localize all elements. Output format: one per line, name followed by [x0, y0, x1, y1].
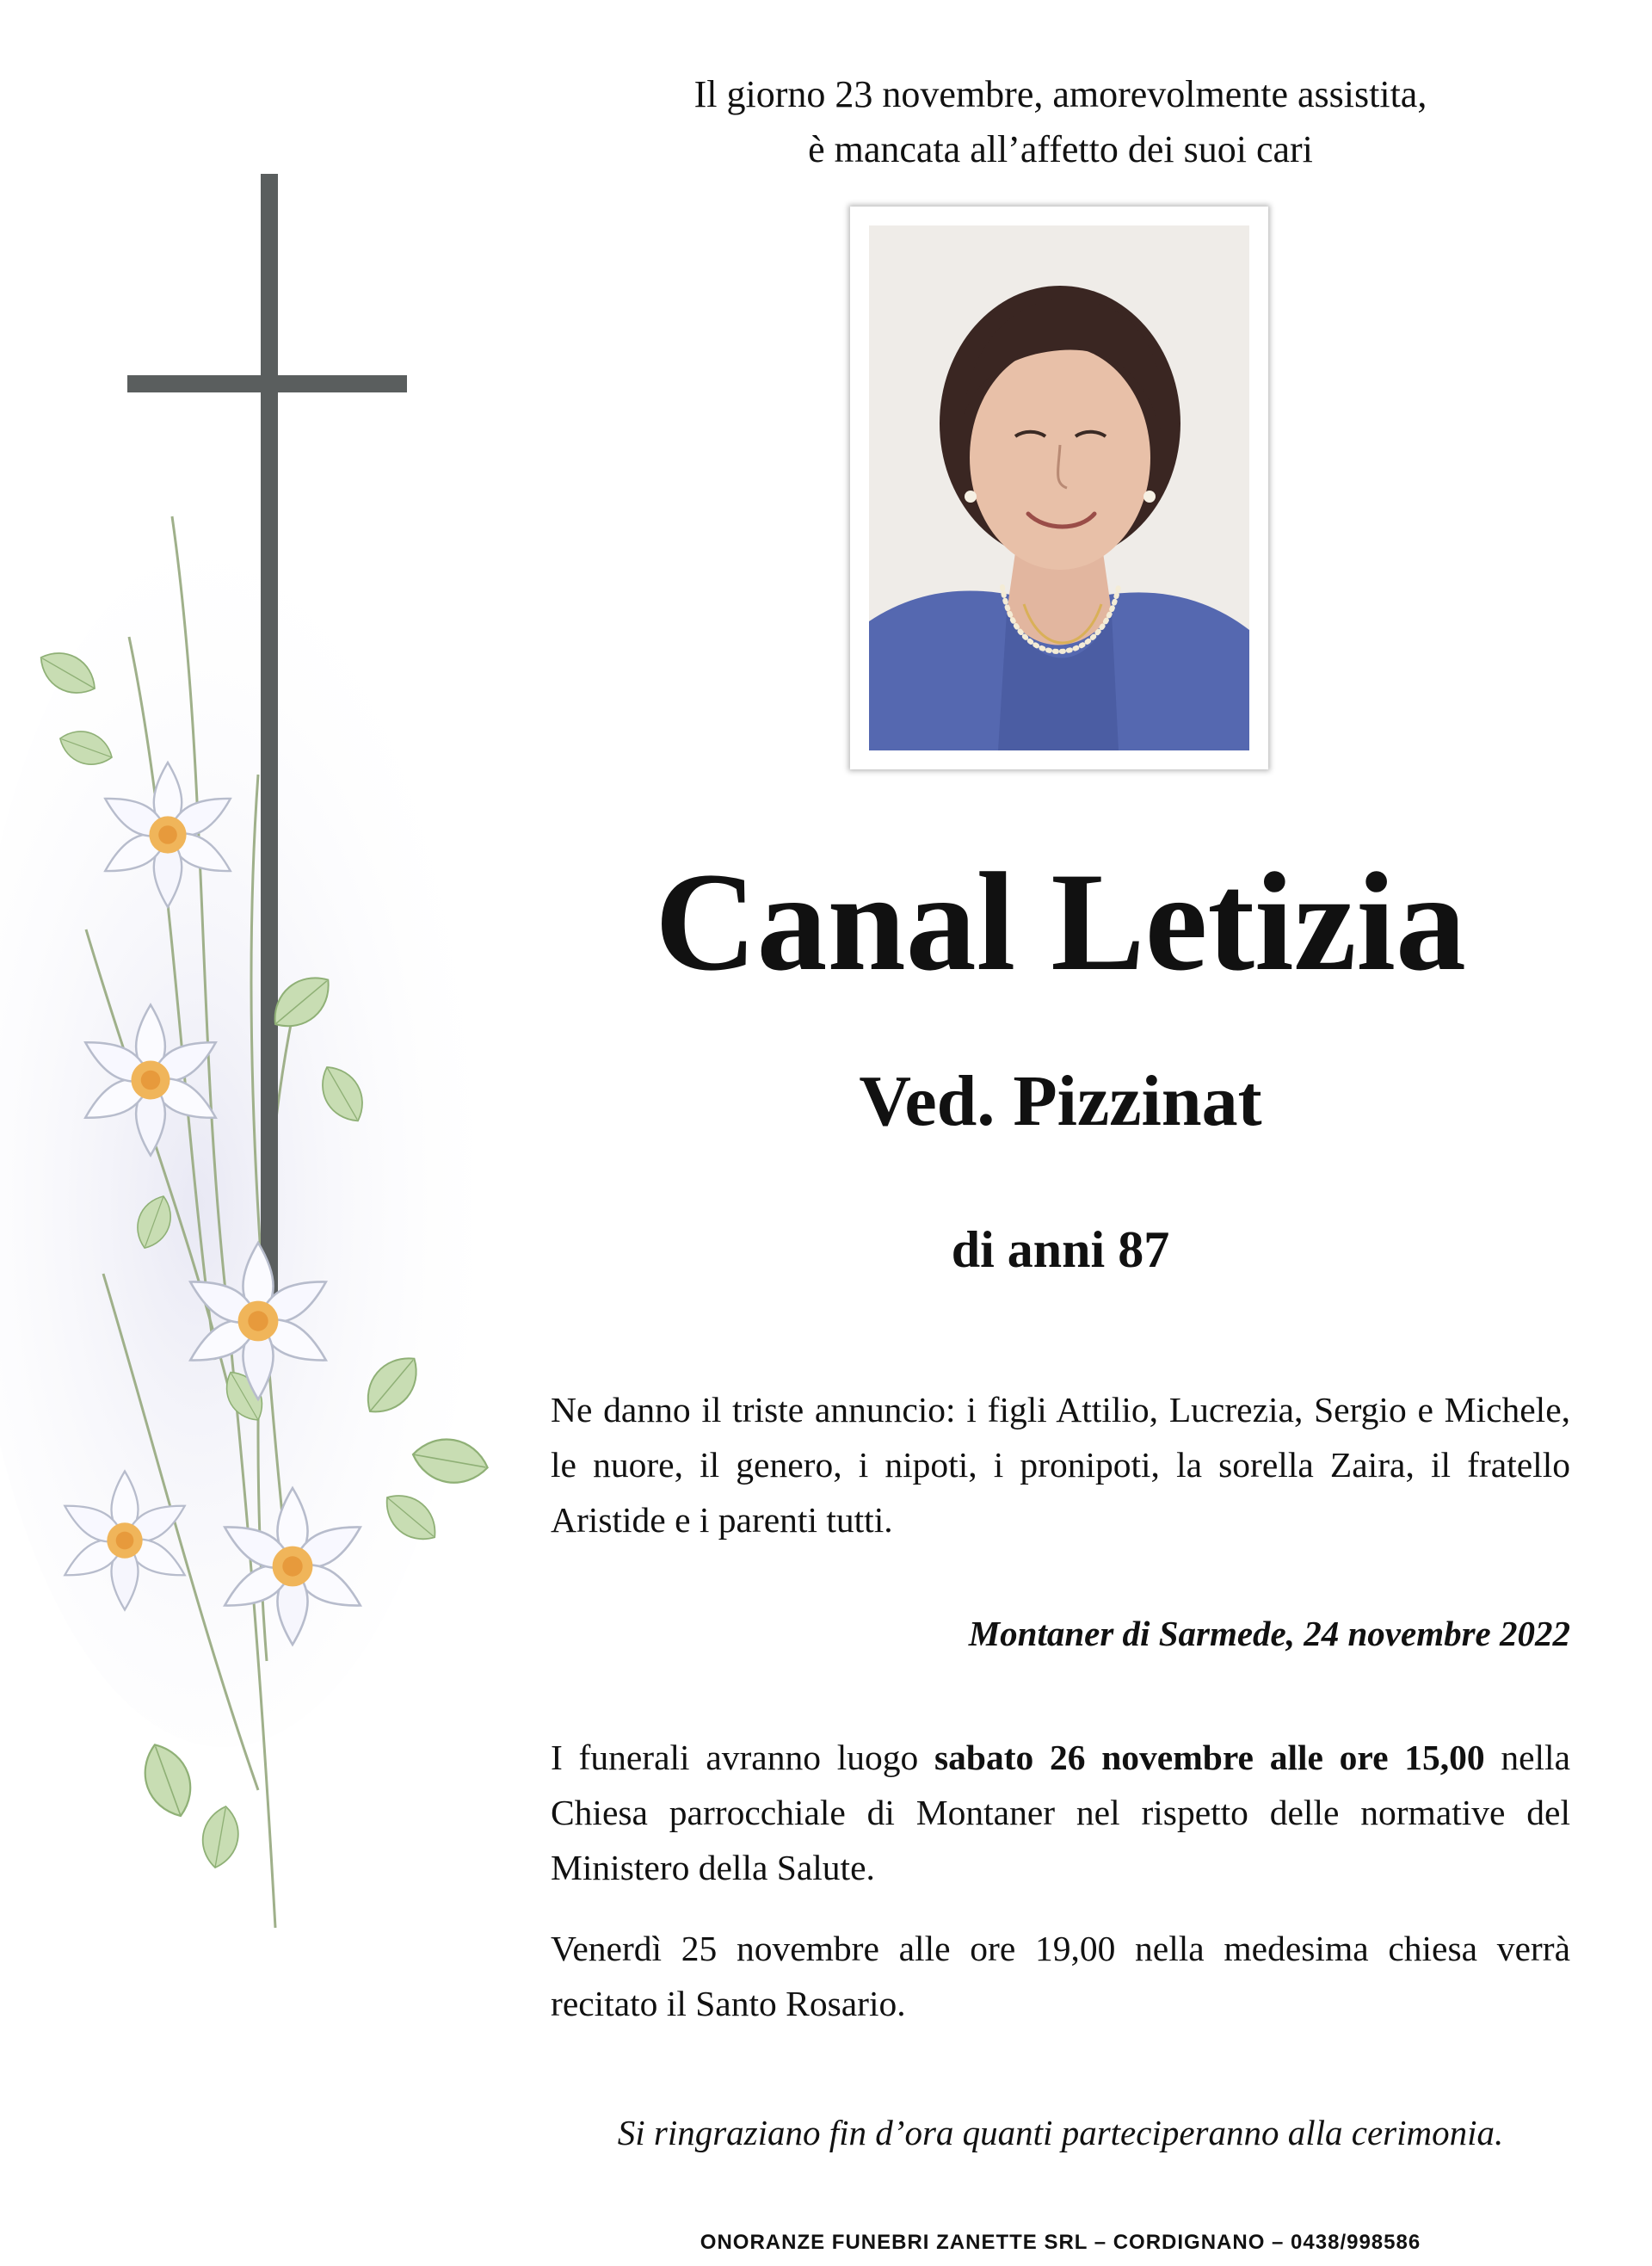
cross-with-flowers-decoration — [0, 155, 551, 2014]
intro-line-2: è mancata all’affetto dei suoi cari — [808, 128, 1313, 170]
funeral-prefix: I funerali avranno luogo — [551, 1738, 934, 1777]
rosary-info: Venerdì 25 novembre alle ore 19,00 nella medesima chiesa verrà recitato il Santo Rosario. — [551, 1929, 1570, 2023]
funeral-suffix: nella Chiesa parrocchiale di Montaner nel rispetto delle normative del Ministero della Salute. — [551, 1738, 1570, 1887]
funeral-when: sabato 26 novembre alle ore 15,00 — [934, 1738, 1485, 1777]
portrait-photo-frame — [850, 207, 1268, 769]
portrait-photo — [869, 225, 1249, 750]
thanks-text: Si ringraziano fin d’ora quanti parteciperanno alla cerimonia. — [617, 2113, 1504, 2152]
funeral-info — [551, 1730, 1570, 1895]
intro-text — [551, 67, 1570, 177]
announcement-text: Ne danno il triste annuncio: i figli Attilio, Lucrezia, Sergio e Michele, le nuore, il genero, i nipoti, i pronipoti, la sorella Zaira, il fratello Aristide e i parenti tutti. — [551, 1390, 1570, 1540]
place-date: Montaner di Sarmede, 24 novembre 2022 — [968, 1614, 1570, 1653]
age: di anni 87 — [951, 1221, 1170, 1278]
widow-of: Ved. Pizzinat — [859, 1061, 1262, 1141]
portrait-illustration — [869, 225, 1249, 750]
intro-line-1: Il giorno 23 novembre, amorevolmente assistita, — [693, 73, 1427, 115]
funeral-home-footer: ONORANZE FUNEBRI ZANETTE SRL – CORDIGNANO – 0438/998586 — [700, 2231, 1421, 2254]
deceased-name: Canal Letizia — [655, 844, 1466, 1000]
